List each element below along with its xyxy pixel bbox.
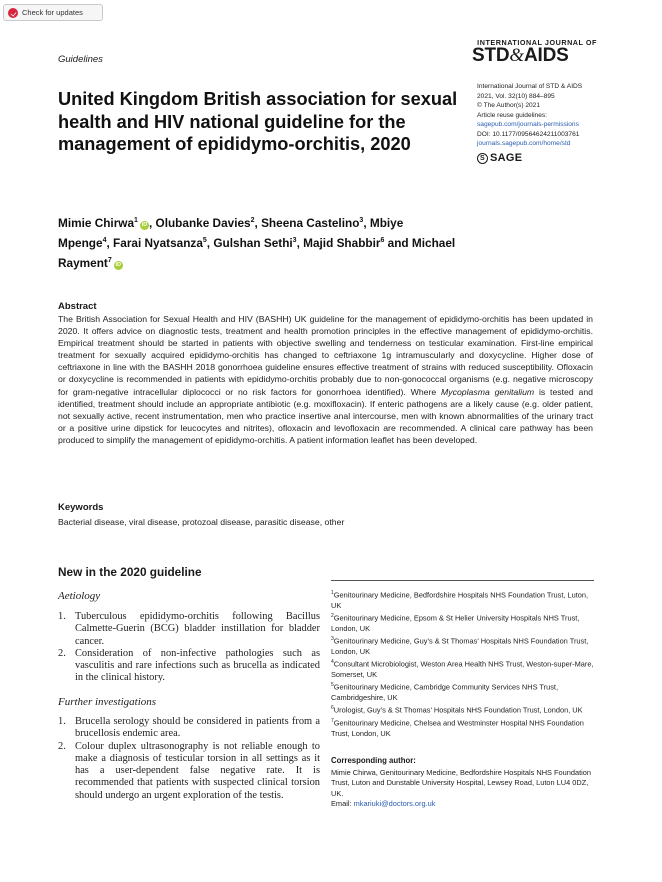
further-investigations-heading: Further investigations <box>58 696 157 708</box>
check-icon <box>8 8 18 18</box>
affiliation-text: Genitourinary Medicine, Bedfordshire Hospitals NHS Foundation Trust, Luton, UK <box>331 590 589 610</box>
author-name: Sheena Castelino <box>261 215 360 230</box>
author-name: Olubanke Davies <box>155 215 251 230</box>
affiliation-number: 7 <box>331 718 334 725</box>
author-affiliation-number: 3 <box>292 236 297 244</box>
affiliation-number: 3 <box>331 636 334 643</box>
meta-reuse: Article reuse guidelines: <box>477 111 548 119</box>
list-item-number: 1. <box>58 611 66 622</box>
orcid-icon[interactable]: iD <box>115 261 121 268</box>
list-item-text: Consideration of non-infective pathologies such as vasculitis and rare infections such as brucella as indicated in the clinical history. <box>75 647 320 684</box>
meta-volume: 2021, Vol. 32(10) 884–895 <box>477 92 555 100</box>
list-item <box>58 741 320 802</box>
list-item-text: Brucella serology should be considered in patients from a brucellosis endemic area. <box>75 716 320 740</box>
author-separator: , <box>296 235 304 250</box>
affiliation-text: Genitourinary Medicine, Chelsea and Westminster Hospital NHS Foundation Trust, London, UK <box>331 718 584 738</box>
journal-logo <box>472 45 569 67</box>
further-investigations-list <box>58 716 320 802</box>
author-affiliation-number: 6 <box>380 236 385 244</box>
section-label: Guidelines <box>58 54 103 65</box>
author-separator: and <box>384 235 412 250</box>
author-name: Mbiye Mpenge <box>58 215 404 250</box>
author-affiliation-number: 5 <box>202 236 207 244</box>
meta-copyright: © The Author(s) 2021 <box>477 102 541 109</box>
check-for-updates-button[interactable] <box>3 4 103 21</box>
aetiology-heading: Aetiology <box>58 590 101 602</box>
affiliation-item <box>331 588 594 611</box>
author-separator: , <box>254 215 262 230</box>
author-separator: , <box>206 235 214 250</box>
list-item-text: Tuberculous epididymo-orchitis following Bacillus Calmette-Guerin (BCG) bladder instillation for bladder cancer. <box>75 611 320 647</box>
affiliation-text: Genitourinary Medicine, Epsom & St Helier University Hospitals NHS Trust, London, UK <box>331 613 580 633</box>
author-name: Gulshan Sethi <box>213 235 293 250</box>
sage-mark-icon: S <box>477 153 488 164</box>
journal-logo-std: STD <box>472 45 510 66</box>
affiliation-number: 1 <box>331 590 334 596</box>
author-affiliation-number: 3 <box>359 217 364 224</box>
author-name: Majid Shabbir <box>303 235 381 250</box>
meta-doi: DOI: 10.1177/09564624211003761 <box>477 130 580 138</box>
list-item-text: Colour duplex ultrasonography is not reliable enough to make a diagnosis of testicular torsion in all settings as it has a user-dependent false negative rate. It is recommended that patients with suspected clinical torsion should undergo an urgent exploration of the testis. <box>75 740 320 801</box>
affiliation-item <box>331 703 594 716</box>
affiliation-item <box>331 657 594 680</box>
author-name: Farai Nyatsanza <box>113 235 203 250</box>
affiliation-number: 5 <box>331 682 334 689</box>
author-name: Michael Rayment <box>58 235 456 270</box>
affiliation-item <box>331 716 594 739</box>
affiliations <box>331 588 594 739</box>
affiliation-text: Urologist, Guy’s & St Thomas’ Hospitals NHS Foundation Trust, London, UK <box>333 705 583 715</box>
abstract-heading: Abstract <box>58 301 97 312</box>
publisher-logo <box>477 152 522 164</box>
email-link[interactable]: mkariuki@doctors.org.uk <box>353 798 436 808</box>
article-metadata <box>477 82 627 149</box>
abstract-italic: Mycoplasma genitalium <box>441 386 535 397</box>
affiliation-item <box>331 680 594 703</box>
affiliation-text: Genitourinary Medicine, Cambridge Community Services NHS Trust, Cambridgeshire, UK <box>331 682 559 703</box>
affiliation-number: 2 <box>331 613 334 620</box>
author-affiliation-number: 4 <box>102 236 107 244</box>
list-item-number: 2. <box>58 740 66 752</box>
author-affiliation-number: 2 <box>250 217 255 224</box>
abstract-part-2: is tested and identified, treatment should include an appropriate antibiotic (e.g. moxifloxacin). If enteric pathogens are a likely cause (e.g. older patient, not sexually active, recent instrumentation, men who practice insertive anal intercourse, men with known abnormalities of the urinary tract or a positive urine dipstick for leucocytes and nitrites), ofloxacin and levofloxacin are recommended. A clinical care pathway has been produced to simplify the management of epididymo-orchitis. A patient information leaflet has been developed. <box>58 386 593 445</box>
publisher-name: SAGE <box>490 152 523 164</box>
article-title: United Kingdom British association for sexual health and HIV national guideline for the management of epididymo-orchitis, 2020 <box>58 89 458 154</box>
author-separator: , <box>148 215 156 230</box>
keywords-heading: Keywords <box>58 502 104 513</box>
corresponding-author <box>331 768 594 809</box>
list-item <box>58 611 320 648</box>
affiliation-item <box>331 634 594 657</box>
author-separator: , <box>363 215 370 230</box>
meta-journal: International Journal of STD & AIDS <box>477 83 583 90</box>
journal-name-top: INTERNATIONAL JOURNAL OF <box>477 38 597 47</box>
author-affiliation-number: 1 <box>134 217 138 224</box>
author-separator: , <box>106 235 114 250</box>
list-item-number: 2. <box>58 647 66 659</box>
email-label: Email: <box>331 798 354 808</box>
check-for-updates-label: Check for updates <box>22 8 83 17</box>
new-guideline-heading: New in the 2020 guideline <box>58 565 202 579</box>
author-affiliation-number: 7 <box>107 256 112 264</box>
corresponding-text: Mimie Chirwa, Genitourinary Medicine, Bedfordshire Hospitals NHS Foundation Trust, Luton and Dunstable University Hospital, Lewsey Road, Luton LU4 0DZ, UK. <box>331 768 592 798</box>
affiliation-text: Genitourinary Medicine, Guy’s & St Thomas’ Hospitals NHS Foundation Trust, London, UK <box>331 636 589 656</box>
affiliation-item <box>331 611 594 634</box>
affiliation-text: Consultant Microbiologist, Weston Area Health NHS Trust, Weston-super-Mare, Somerset, UK <box>331 659 594 679</box>
journal-home-link[interactable]: journals.sagepub.com/home/std <box>477 140 571 147</box>
list-item <box>58 648 320 685</box>
list-item <box>58 716 320 741</box>
orcid-icon[interactable]: iD <box>141 221 148 228</box>
corresponding-heading: Corresponding author: <box>331 756 416 765</box>
author-name: Mimie Chirwa <box>58 215 135 230</box>
list-item-number: 1. <box>58 716 66 727</box>
affiliation-number: 4 <box>331 659 334 666</box>
abstract-part-1: The British Association for Sexual Health and HIV (BASHH) UK guideline for the management of epididymo-orchitis has been updated in 2020. It offers advice on diagnostic tests, treatment and health promotion principles in the effective management of epididymo-orchitis. Empirical treatment should be started in patients with objective swelling and tenderness on testicular examination. First-line empirical treatment for sexually acquired epididymo-orchitis has changed to ceftriaxone 1g intramuscularly and doxycycline. Higher dose of ceftriaxone in line with the BASHH 2018 gonorrhoea guideline ensures effective treatment of strains with reduced susceptibility. Ofloxacin or doxycycline is recommended in patients with epididymo-orchitis probably due to non-gonococcal organisms (e.g. negative microscopy for gram-negative intracellular diplococci or no risk factors for gonorrhoea identified). Where <box>58 314 593 397</box>
aetiology-list <box>58 611 320 685</box>
abstract-text <box>58 313 593 446</box>
author-list <box>58 212 458 272</box>
journal-logo-aids: AIDS <box>524 45 569 66</box>
permissions-link[interactable]: sagepub.com/journals-permissions <box>477 121 579 128</box>
footnote-divider <box>331 580 594 581</box>
affiliation-number: 6 <box>331 705 334 712</box>
keywords-text: Bacterial disease, viral disease, protozoal disease, parasitic disease, other <box>58 517 345 527</box>
journal-logo-amp: & <box>509 45 524 66</box>
